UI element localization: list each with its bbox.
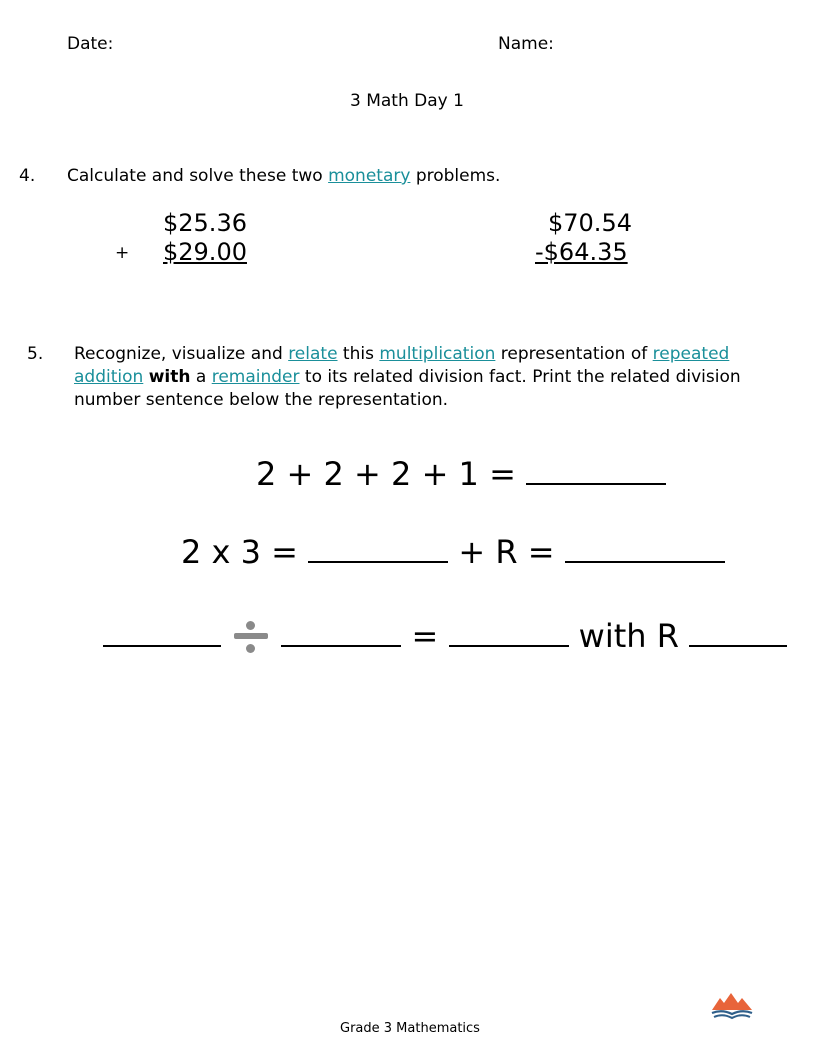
answer-blank[interactable] [308, 559, 448, 563]
equation-2-left: 2 x 3 = [181, 533, 298, 571]
question-5-prompt [74, 343, 774, 412]
answer-blank[interactable] [281, 643, 401, 647]
problem2-top: $70.54 [548, 209, 632, 237]
equation-3 [103, 617, 787, 655]
problem1-operator: + [115, 243, 130, 263]
equation-3-with-r: with R [578, 617, 679, 655]
equation-3-equals: = [411, 617, 439, 655]
book-mountain-logo-icon [710, 990, 754, 1020]
problem2-bottom: -$64.35 [535, 238, 628, 266]
monetary-link[interactable]: monetary [328, 166, 411, 186]
division-icon [233, 619, 269, 653]
equation-1 [256, 455, 666, 493]
question-4-prompt [67, 166, 500, 186]
answer-blank[interactable] [449, 643, 569, 647]
equation-2 [181, 533, 725, 571]
answer-blank[interactable] [526, 481, 666, 485]
equation-1-text: 2 + 2 + 2 + 1 = [256, 455, 516, 493]
multiplication-link[interactable]: multiplication [379, 344, 496, 364]
answer-blank[interactable] [103, 643, 221, 647]
prompt-text: problems. [410, 166, 501, 186]
prompt-text: Recognize, visualize and [74, 344, 289, 364]
repeated-addition-link[interactable]: repeated addition [74, 344, 730, 387]
remainder-link[interactable]: remainder [211, 367, 300, 387]
prompt-text: Calculate and solve these two [67, 166, 329, 186]
problem1-top: $25.36 [163, 209, 247, 237]
bold-with: with [148, 367, 191, 387]
relate-link[interactable]: relate [288, 344, 338, 364]
page-title: 3 Math Day 1 [350, 91, 464, 111]
equation-2-mid: + R = [458, 533, 555, 571]
prompt-text: a [190, 367, 212, 387]
question-4-number: 4. [19, 166, 36, 186]
answer-blank[interactable] [689, 643, 787, 647]
date-label: Date: [67, 34, 114, 54]
answer-blank[interactable] [565, 559, 725, 563]
footer-text: Grade 3 Mathematics [340, 1021, 480, 1036]
prompt-text: this [337, 344, 380, 364]
name-label: Name: [498, 34, 554, 54]
problem1-bottom: $29.00 [163, 238, 247, 266]
question-5-number: 5. [27, 344, 44, 364]
prompt-text: representation of [495, 344, 653, 364]
prompt-text: to its related division fact. Print the related division number sentence below the representation. [74, 367, 741, 410]
